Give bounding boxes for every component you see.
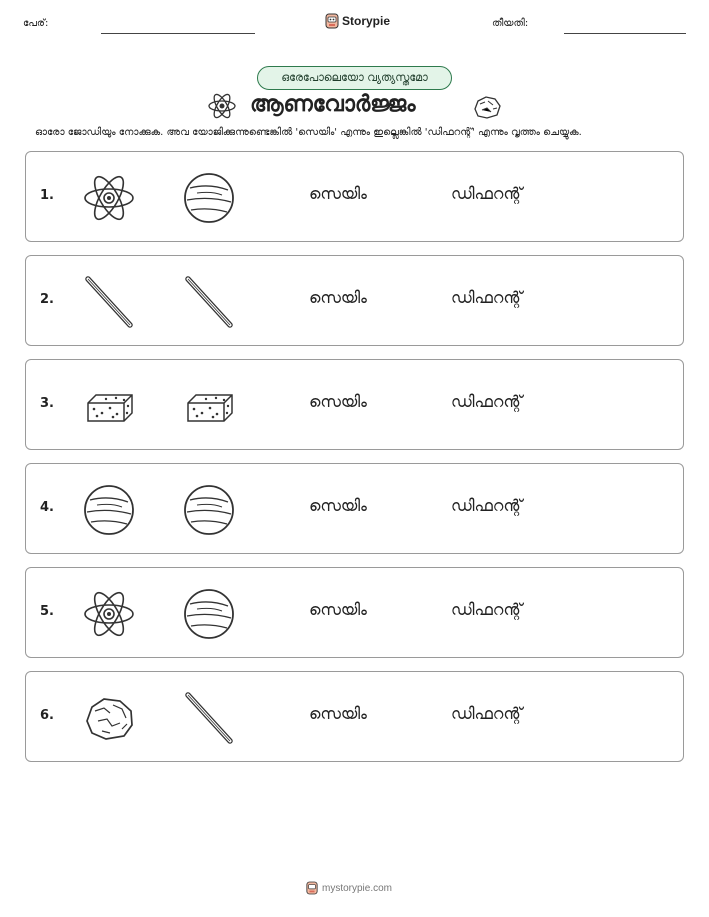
question-number: 2. bbox=[40, 292, 54, 307]
question-row bbox=[25, 671, 684, 762]
question-number: 6. bbox=[40, 708, 54, 723]
same-option[interactable]: സെയിം bbox=[309, 600, 367, 619]
question-number: 3. bbox=[40, 396, 54, 411]
question-number: 1. bbox=[40, 188, 54, 203]
same-option[interactable]: സെയിം bbox=[309, 288, 367, 307]
name-field[interactable] bbox=[101, 33, 255, 34]
date-field[interactable] bbox=[564, 33, 686, 34]
rock-icon bbox=[82, 691, 136, 745]
rod-icon bbox=[182, 691, 236, 745]
same-option[interactable]: സെയിം bbox=[309, 184, 367, 203]
same-option[interactable]: സെയിം bbox=[309, 392, 367, 411]
same-option[interactable]: സെയിം bbox=[309, 704, 367, 723]
atom-icon bbox=[82, 171, 136, 225]
different-option[interactable]: ഡിഫറന്റ് bbox=[451, 184, 523, 203]
footer bbox=[306, 881, 392, 895]
atom-icon bbox=[82, 587, 136, 641]
instructions: ഓരോ ജോഡിയും നോക്കുക. അവ യോജിക്കുന്നുണ്ടെങ്കിൽ 'സെയിം' എന്നും ഇല്ലെങ്കിൽ 'ഡിഫറന്റ്' എന്നും വൃത്തം ചെയ്യുക. bbox=[35, 127, 582, 138]
rock-icon bbox=[472, 94, 502, 120]
storypie-mascot-icon bbox=[325, 13, 339, 29]
question-row bbox=[25, 359, 684, 450]
storypie-mascot-icon bbox=[306, 881, 318, 895]
same-option[interactable]: സെയിം bbox=[309, 496, 367, 515]
block-icon bbox=[82, 379, 136, 433]
brand-logo bbox=[325, 13, 390, 29]
different-option[interactable]: ഡിഫറന്റ് bbox=[451, 600, 523, 619]
question-number: 5. bbox=[40, 604, 54, 619]
rod-icon bbox=[182, 275, 236, 329]
planet-icon bbox=[182, 483, 236, 537]
atom-icon bbox=[207, 93, 237, 119]
different-option[interactable]: ഡിഫറന്റ് bbox=[451, 704, 523, 723]
question-row bbox=[25, 463, 684, 554]
worksheet-type-badge bbox=[257, 66, 452, 90]
question-row bbox=[25, 151, 684, 242]
planet-icon bbox=[182, 587, 236, 641]
planet-icon bbox=[82, 483, 136, 537]
date-label: തീയതി: bbox=[492, 18, 529, 29]
different-option[interactable]: ഡിഫറന്റ് bbox=[451, 392, 523, 411]
brand-name: Storypie bbox=[342, 14, 391, 28]
badge-text: ഒരേപോലെയോ വ്യത്യസ്തമോ bbox=[281, 71, 428, 84]
name-label: പേര്: bbox=[23, 18, 49, 29]
different-option[interactable]: ഡിഫറന്റ് bbox=[451, 496, 523, 515]
footer-url: mystorypie.com bbox=[322, 882, 393, 894]
rod-icon bbox=[82, 275, 136, 329]
different-option[interactable]: ഡിഫറന്റ് bbox=[451, 288, 523, 307]
block-icon bbox=[182, 379, 236, 433]
planet-icon bbox=[182, 171, 236, 225]
page-title: ആണവോർജ്ജം bbox=[250, 92, 416, 117]
question-row bbox=[25, 255, 684, 346]
question-number: 4. bbox=[40, 500, 54, 515]
question-row bbox=[25, 567, 684, 658]
